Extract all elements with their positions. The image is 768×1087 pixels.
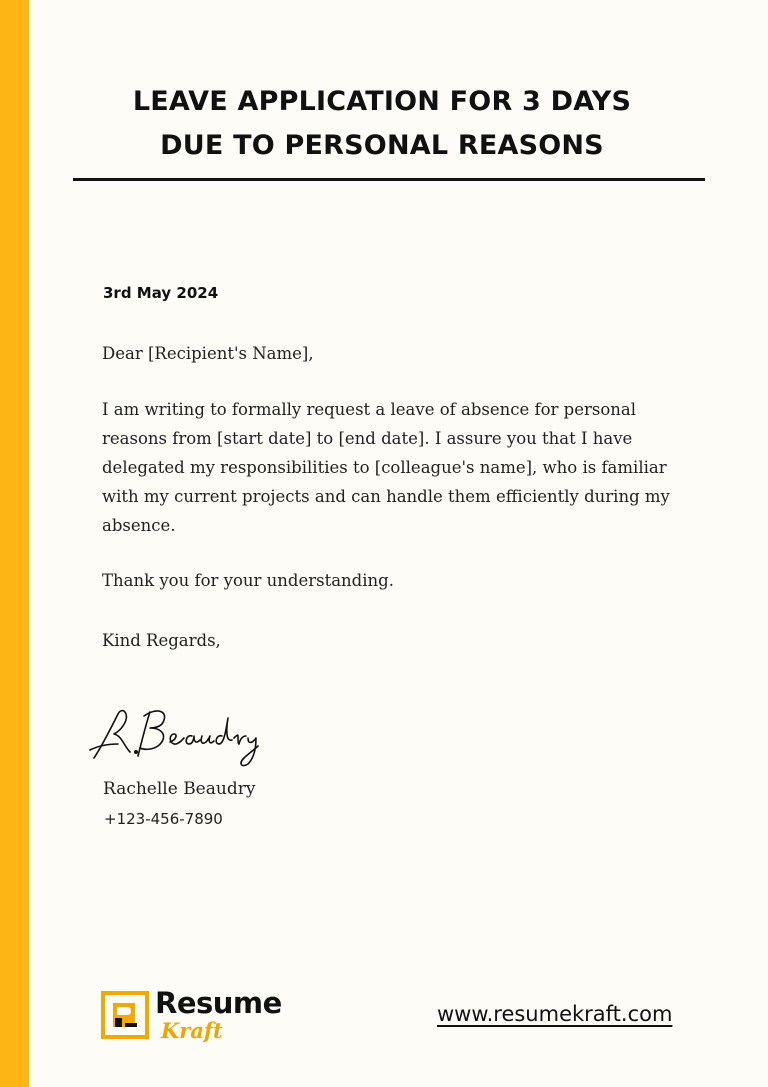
- handwritten-signature: [88, 700, 268, 770]
- title-line-1: LEAVE APPLICATION FOR 3 DAYS: [132, 86, 632, 117]
- logo-r-icon: [101, 991, 149, 1039]
- thanks-line: Thank you for your understanding.: [102, 571, 394, 590]
- letter-title: [74, 80, 690, 168]
- sender-phone: +123-456-7890: [104, 810, 223, 828]
- resumekraft-logo: [101, 988, 301, 1044]
- title-line-2: DUE TO PERSONAL REASONS: [160, 130, 604, 161]
- website-link[interactable]: www.resumekraft.com: [437, 1002, 673, 1026]
- title-divider: [73, 178, 705, 181]
- accent-side-bar: [0, 0, 29, 1087]
- body-paragraph: I am writing to formally request a leave of absence for personal reasons from [start date] to [end date]. I assure you that I have delegated my responsibilities to [colleague's name], who is familiar with my current projects and can handle them efficiently during my absence.: [102, 400, 670, 535]
- logo-word-resume: Resume: [155, 986, 282, 1020]
- salutation: Dear [Recipient's Name],: [102, 344, 314, 363]
- closing-line: Kind Regards,: [102, 631, 221, 650]
- sender-name: Rachelle Beaudry: [103, 779, 256, 799]
- letter-date: 3rd May 2024: [103, 284, 219, 302]
- logo-word-kraft: Kraft: [161, 1018, 223, 1043]
